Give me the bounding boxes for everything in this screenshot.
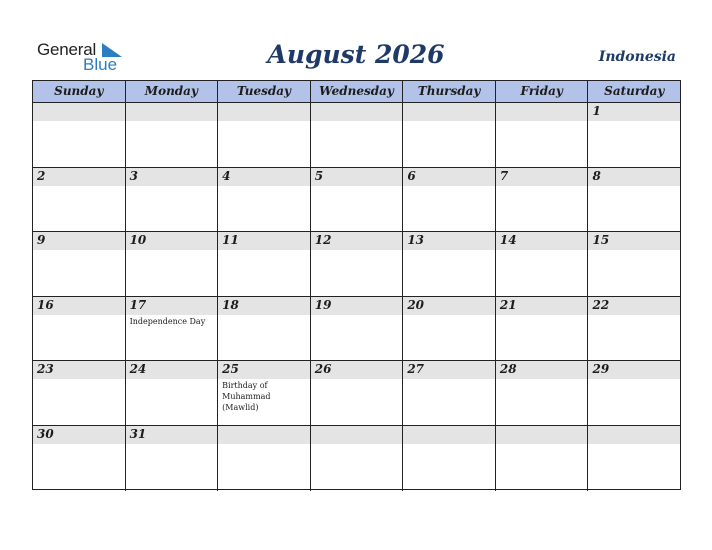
day-number: 22 [592, 297, 610, 312]
calendar-day-cell [588, 232, 680, 296]
weekday-header: Monday [126, 81, 219, 102]
calendar-title: August 2026 [267, 40, 445, 69]
day-number: 11 [222, 233, 239, 248]
calendar-day-cell [588, 361, 680, 425]
day-number: 5 [314, 168, 324, 183]
calendar-day-cell [218, 361, 311, 425]
day-number: 24 [129, 362, 147, 377]
calendar-day-cell [126, 103, 219, 167]
day-number: 13 [407, 233, 425, 248]
calendar-day-cell [33, 426, 126, 491]
calendar-week-row [33, 168, 680, 233]
calendar-day-cell [126, 232, 219, 296]
weekday-header-row [33, 81, 680, 103]
day-number: 2 [37, 168, 46, 183]
day-number: 18 [222, 297, 239, 312]
calendar-day-cell [126, 361, 219, 425]
day-number-band [403, 168, 495, 186]
day-number-band [496, 426, 588, 444]
calendar-day-cell [403, 297, 496, 361]
calendar-day-cell [126, 297, 219, 361]
day-number: 15 [592, 233, 610, 248]
weekday-header: Thursday [403, 81, 496, 102]
calendar-day-cell [496, 426, 589, 491]
day-number-band [218, 426, 310, 444]
day-number: 25 [222, 362, 239, 377]
calendar-day-cell [403, 361, 496, 425]
calendar-day-cell [311, 361, 404, 425]
day-number: 4 [222, 168, 231, 183]
day-number-band [126, 103, 218, 121]
calendar-day-cell [311, 103, 404, 167]
calendar-day-cell [33, 232, 126, 296]
day-number: 30 [37, 426, 54, 441]
day-number: 16 [37, 297, 54, 312]
day-number: 21 [499, 297, 517, 312]
calendar-day-cell [218, 232, 311, 296]
day-number-band [311, 168, 403, 186]
calendar-day-cell [588, 168, 680, 232]
calendar-week-row [33, 232, 680, 297]
calendar-day-cell [33, 103, 126, 167]
day-number: 10 [129, 233, 147, 248]
day-number-band [33, 168, 125, 186]
day-number: 19 [314, 297, 332, 312]
day-number-band [33, 103, 125, 121]
calendar-day-cell [218, 297, 311, 361]
day-number-band [218, 168, 310, 186]
day-number: 27 [407, 362, 425, 377]
day-number: 17 [129, 297, 147, 312]
calendar-day-cell [588, 297, 680, 361]
calendar-weeks [33, 103, 680, 491]
day-number: 9 [37, 233, 46, 248]
weekday-header: Wednesday [311, 81, 404, 102]
day-number-band [403, 103, 495, 121]
calendar-day-cell [496, 232, 589, 296]
calendar-day-cell [588, 103, 680, 167]
calendar-grid [32, 80, 681, 490]
calendar-day-cell [126, 168, 219, 232]
calendar-day-cell [218, 168, 311, 232]
calendar-week-row [33, 297, 680, 362]
calendar-day-cell [496, 297, 589, 361]
day-number: 1 [592, 104, 601, 118]
calendar-day-cell [126, 426, 219, 491]
day-number-band [496, 168, 588, 186]
country-label: Indonesia [598, 49, 676, 65]
day-number: 20 [407, 297, 425, 312]
day-number-band [588, 103, 680, 121]
holiday-label: Independence Day [129, 316, 206, 326]
day-number: 7 [499, 168, 509, 183]
holiday-label: Birthday of Muhammad (Mawlid) [222, 381, 271, 413]
calendar-week-row [33, 103, 680, 168]
calendar-day-cell [403, 232, 496, 296]
calendar-day-cell [311, 168, 404, 232]
day-number: 8 [592, 168, 601, 183]
logo-text-blue: Blue [83, 55, 118, 74]
day-number-band [311, 103, 403, 121]
day-number: 29 [592, 362, 610, 377]
day-number: 26 [314, 362, 332, 377]
day-number-band [126, 168, 218, 186]
calendar-day-cell [403, 168, 496, 232]
day-number-band [218, 103, 310, 121]
day-number: 6 [407, 168, 416, 183]
weekday-header: Tuesday [218, 81, 311, 102]
day-number-band [588, 168, 680, 186]
calendar-day-cell [218, 426, 311, 491]
calendar-day-cell [33, 297, 126, 361]
calendar-week-row [33, 426, 680, 491]
calendar-day-cell [218, 103, 311, 167]
calendar-day-cell [403, 426, 496, 491]
day-number-band [588, 426, 680, 444]
day-number: 28 [499, 362, 517, 377]
day-number: 14 [499, 233, 517, 248]
day-number: 31 [129, 426, 147, 441]
day-number-band [33, 232, 125, 250]
calendar-week-row [33, 361, 680, 426]
calendar-day-cell [496, 168, 589, 232]
weekday-header: Sunday [33, 81, 126, 102]
calendar-day-cell [33, 168, 126, 232]
calendar-day-cell [311, 426, 404, 491]
day-number-band [311, 426, 403, 444]
day-number: 3 [129, 168, 138, 183]
calendar-day-cell [588, 426, 680, 491]
logo-text-general: General [37, 40, 97, 59]
day-number: 23 [37, 362, 54, 377]
calendar-day-cell [311, 232, 404, 296]
day-number-band [403, 426, 495, 444]
calendar-day-cell [403, 103, 496, 167]
calendar-day-cell [496, 103, 589, 167]
calendar-day-cell [33, 361, 126, 425]
calendar-day-cell [311, 297, 404, 361]
weekday-header: Saturday [604, 84, 665, 98]
weekday-header: Friday [496, 81, 589, 102]
day-number-band [496, 103, 588, 121]
day-number: 12 [314, 233, 332, 248]
calendar-day-cell [496, 361, 589, 425]
